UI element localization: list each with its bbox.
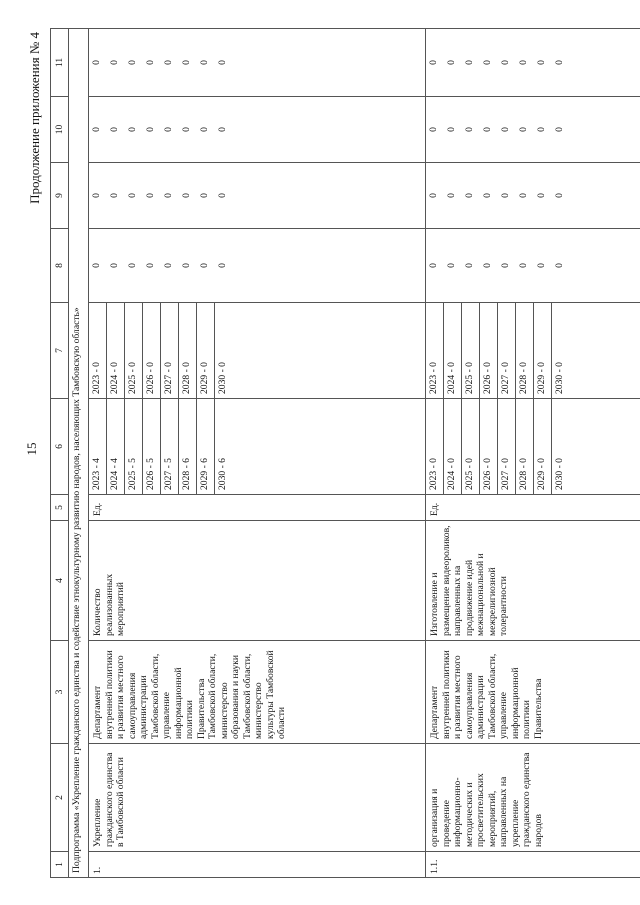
value-cell: 0 [127, 60, 138, 65]
value-cell: 0 [145, 263, 156, 268]
value-cell: 0 [127, 193, 138, 198]
column-number-row [51, 29, 69, 878]
value-cell: 2025 - 0 [462, 303, 480, 398]
value-cell: 2026 - 5 [143, 399, 161, 494]
value-cell: 0 [199, 60, 210, 65]
value-cell: 0 [500, 127, 511, 132]
value-cell: 0 [554, 60, 565, 65]
values-col-10 [89, 97, 426, 163]
value-cell: 0 [127, 263, 138, 268]
value-cell: 0 [482, 193, 493, 198]
value-cell: 0 [428, 263, 439, 268]
value-cell: 0 [428, 127, 439, 132]
value-cell: 0 [464, 263, 475, 268]
table-row [426, 29, 640, 878]
value-cell: 2026 - 0 [480, 303, 498, 398]
value-cell: 2024 - 0 [107, 303, 125, 398]
col-number: 7 [51, 303, 69, 399]
row-executor: Департамент внутренней политики и развития местного самоуправления администрации Тамбовской области, управление информационной политики Правительства Тамбовской области, министерство образования и науки Тамбовской области, министерство культуры Тамбовской области [89, 641, 426, 744]
value-cell: 0 [428, 193, 439, 198]
value-cell: 2029 - 0 [534, 399, 552, 494]
value-cell: 0 [500, 60, 511, 65]
row-number: 1.1. [426, 852, 640, 878]
value-cell: 2029 - 0 [534, 303, 552, 398]
value-cell: 0 [446, 60, 457, 65]
col-number: 10 [51, 97, 69, 163]
value-cell: 2030 - 6 [217, 458, 228, 490]
value-cell: 0 [500, 263, 511, 268]
value-cell: 2027 - 0 [161, 303, 179, 398]
row-indicator: Количество реализованных мероприятий [89, 521, 426, 641]
value-cell: 0 [518, 127, 529, 132]
value-cell: 2029 - 0 [197, 303, 215, 398]
appendix-title: Продолжение приложения № 4 [27, 32, 42, 204]
value-cell: 0 [127, 127, 138, 132]
value-cell: 0 [109, 127, 120, 132]
values-col-6 [426, 399, 640, 495]
col-number: 11 [51, 29, 69, 97]
value-cell: 0 [536, 127, 547, 132]
table-row [89, 29, 426, 878]
value-cell: 2023 - 0 [426, 303, 444, 398]
value-cell: 2028 - 0 [516, 399, 534, 494]
value-cell: 2023 - 0 [426, 399, 444, 494]
value-cell: 0 [181, 127, 192, 132]
value-cell: 2025 - 5 [125, 399, 143, 494]
value-cell: 0 [446, 193, 457, 198]
values-col-6 [89, 399, 426, 495]
value-cell: 0 [217, 193, 228, 198]
value-cell: 2030 - 0 [217, 362, 228, 394]
row-indicator: Изготовление и размещение видеороликов, направленных на продвижение идей межнациональной и межрелигиозной толерантности [426, 521, 640, 641]
value-cell: 2030 - 0 [554, 458, 565, 490]
value-cell: 0 [446, 263, 457, 268]
values-col-9 [426, 163, 640, 229]
value-cell: 0 [109, 193, 120, 198]
value-cell: 0 [181, 193, 192, 198]
value-cell: 0 [145, 127, 156, 132]
row-executor: Департамент внутренней политики и развития местного самоуправления администрации Тамбовской области, управление информационной политики Правительства [426, 641, 640, 744]
values-col-11 [89, 29, 426, 97]
value-cell: 0 [500, 193, 511, 198]
value-cell: 0 [163, 60, 174, 65]
value-cell: 2027 - 5 [161, 399, 179, 494]
value-cell: 0 [163, 193, 174, 198]
value-cell: 2024 - 0 [444, 303, 462, 398]
col-number: 5 [51, 495, 69, 521]
value-cell: 0 [109, 263, 120, 268]
value-cell: 0 [554, 193, 565, 198]
value-cell: 0 [518, 60, 529, 65]
value-cell: 2024 - 0 [444, 399, 462, 494]
value-cell: 0 [163, 127, 174, 132]
col-number: 6 [51, 399, 69, 495]
page-number: 15 [24, 442, 39, 456]
value-cell: 0 [109, 60, 120, 65]
subprogram-title: Подпрограмма «Укрепление гражданского единства и содействие этнокультурному развитию народов, населяющих Тамбовскую область» [69, 29, 89, 878]
row-name: Укрепление гражданского единства в Тамбовской области [89, 744, 426, 852]
value-cell: 0 [145, 193, 156, 198]
value-cell: 0 [536, 193, 547, 198]
value-cell: 0 [199, 193, 210, 198]
values-col-10 [426, 97, 640, 163]
subprogram-row [69, 29, 89, 878]
value-cell: 2025 - 0 [125, 303, 143, 398]
row-number: 1. [89, 852, 426, 878]
value-cell: 0 [145, 60, 156, 65]
row-name: организация и проведение информационно-методических и просветительских мероприятий, направленных на укрепление гражданского единства народов [426, 744, 640, 852]
value-cell: 0 [91, 127, 102, 132]
value-cell: 0 [554, 127, 565, 132]
value-cell: 0 [91, 193, 102, 198]
col-number: 4 [51, 521, 69, 641]
values-col-11 [426, 29, 640, 97]
value-cell: 0 [518, 193, 529, 198]
value-cell: 2024 - 4 [107, 399, 125, 494]
value-cell: 2027 - 0 [498, 399, 516, 494]
values-col-9 [89, 163, 426, 229]
value-cell: 0 [446, 127, 457, 132]
value-cell: 0 [536, 60, 547, 65]
value-cell: 0 [464, 60, 475, 65]
value-cell: 0 [163, 263, 174, 268]
value-cell: 0 [217, 127, 228, 132]
value-cell: 2023 - 0 [89, 303, 107, 398]
value-cell: 0 [217, 263, 228, 268]
value-cell: 0 [482, 127, 493, 132]
value-cell: 2025 - 0 [462, 399, 480, 494]
value-cell: 0 [464, 193, 475, 198]
value-cell: 2028 - 6 [179, 399, 197, 494]
value-cell: 0 [181, 263, 192, 268]
col-number: 1 [51, 852, 69, 878]
value-cell: 0 [428, 60, 439, 65]
value-cell: 0 [199, 263, 210, 268]
values-col-7 [426, 303, 640, 399]
value-cell: 0 [91, 60, 102, 65]
value-cell: 2027 - 0 [498, 303, 516, 398]
row-unit: Ед. [89, 495, 426, 521]
value-cell: 0 [554, 263, 565, 268]
value-cell: 0 [536, 263, 547, 268]
value-cell: 0 [482, 60, 493, 65]
value-cell: 2030 - 0 [554, 362, 565, 394]
value-cell: 2023 - 4 [89, 399, 107, 494]
program-table [50, 28, 640, 878]
value-cell: 2028 - 0 [516, 303, 534, 398]
value-cell: 2026 - 0 [143, 303, 161, 398]
values-col-7 [89, 303, 426, 399]
row-unit: Ед. [426, 495, 640, 521]
values-col-8 [89, 229, 426, 303]
value-cell: 0 [199, 127, 210, 132]
value-cell: 0 [482, 263, 493, 268]
col-number: 3 [51, 641, 69, 744]
value-cell: 0 [518, 263, 529, 268]
col-number: 8 [51, 229, 69, 303]
value-cell: 0 [464, 127, 475, 132]
values-col-8 [426, 229, 640, 303]
value-cell: 2026 - 0 [480, 399, 498, 494]
value-cell: 0 [217, 60, 228, 65]
value-cell: 0 [91, 263, 102, 268]
value-cell: 2028 - 0 [179, 303, 197, 398]
col-number: 2 [51, 744, 69, 852]
value-cell: 2029 - 6 [197, 399, 215, 494]
col-number: 9 [51, 163, 69, 229]
value-cell: 0 [181, 60, 192, 65]
